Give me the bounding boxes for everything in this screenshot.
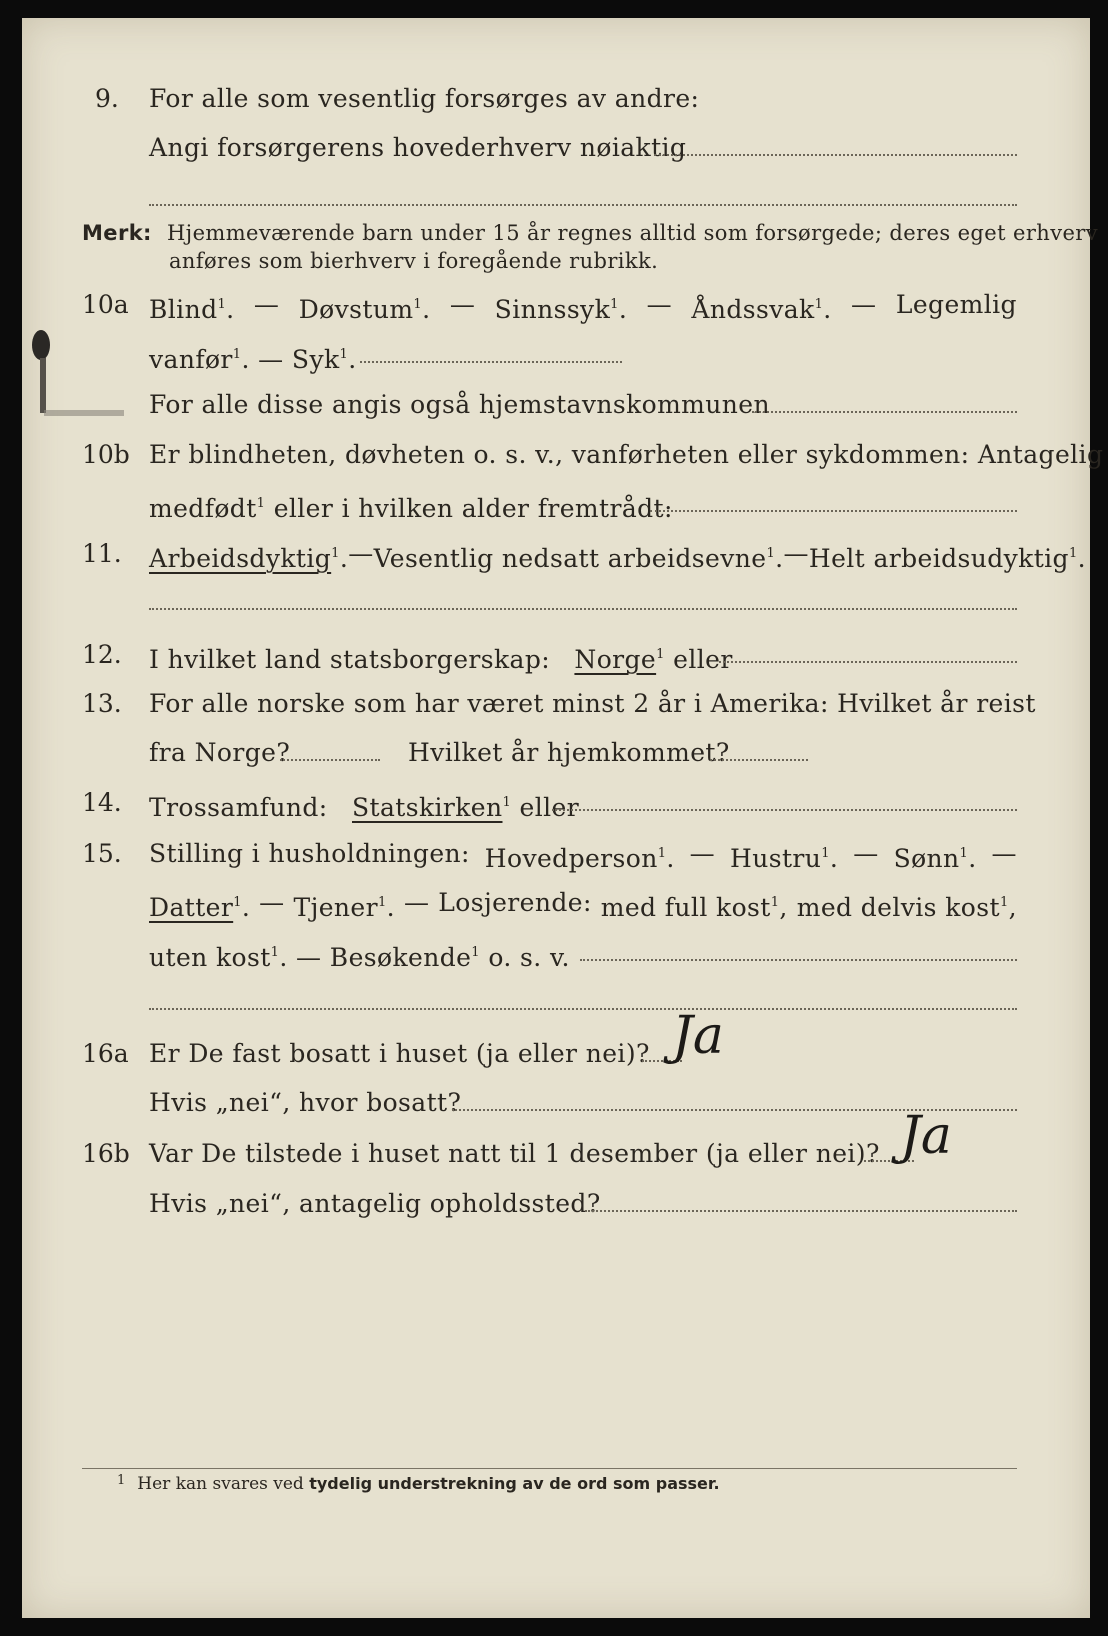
q15-prefix: Stilling i husholdningen: [149, 839, 470, 868]
q15-uten-kost[interactable]: uten kost [149, 943, 271, 972]
q14-eller: eller [519, 793, 580, 822]
q11-number: 11. [82, 539, 122, 568]
q12-eller: eller [673, 645, 733, 674]
footnote-ref: 1 [502, 795, 512, 810]
q10b-line1: Er blindheten, døvheten o. s. v., vanførheten eller sykdommen: Antagelig [149, 440, 1104, 469]
q10a-legemlig: Legemlig [895, 290, 1017, 319]
q9-line2: Angi forsørgerens hovederhverv nøiaktig [149, 133, 687, 162]
footnote-ref: 1 [959, 846, 969, 861]
q15-answer-line-2[interactable] [149, 1008, 1017, 1010]
q13-reist-line[interactable] [280, 759, 380, 761]
q14-line [149, 788, 579, 823]
footnote-ref: 1 [377, 895, 387, 910]
footnote [117, 1473, 720, 1494]
q10a-andssvak: Åndssvak [691, 295, 815, 324]
q15-tjener[interactable]: Tjener [293, 893, 378, 922]
footnote-ref: 1 [270, 945, 280, 960]
footnote-bold: tydelig understrekning av de ord som passer. [309, 1474, 720, 1493]
q10a-sinnssyk: Sinnssyk [494, 295, 611, 324]
q10a-answer-line[interactable] [360, 361, 622, 363]
merk-row [82, 218, 1098, 248]
footnote-ref: 1 [1068, 546, 1078, 561]
q13-line2a: fra Norge? [149, 738, 291, 767]
q15-losjerende: Losjerende: [438, 888, 592, 917]
q15-besokende[interactable]: Besøkende [329, 943, 472, 972]
q10a-blind: Blind [149, 295, 218, 324]
q10a-hjemstavn-line[interactable] [752, 411, 1017, 413]
merk-line2: anføres som bierhverv i foregående rubrikk. [169, 249, 659, 273]
q13-line1: For alle norske som har været minst 2 år i Amerika: Hvilket år reist [149, 689, 1036, 718]
footnote-ref: 1 [766, 546, 776, 561]
footnote-ref: 1 [331, 546, 340, 561]
q15-line2: Datter$^1$. — Tjener$^1$. — Losjerende: med full kost$^1$, med delvis kost$^1$, [149, 888, 1017, 922]
footnote-ref: 1 [339, 347, 349, 362]
q16b-opholdssted-line[interactable] [585, 1210, 1017, 1212]
footnote-ref: 1 [657, 846, 667, 861]
q12-line [149, 640, 733, 675]
q15-line3: uten kost$^1$. — Besøkende$^1$ o. s. v. [149, 943, 570, 972]
footnote-ref: 1 [256, 496, 266, 511]
q15-datter-selected[interactable]: Datter [149, 893, 234, 922]
ink-stroke [40, 358, 46, 413]
q16b-line2: Hvis „nei“, antagelig opholdssted? [149, 1189, 601, 1218]
q15-number: 15. [82, 839, 122, 868]
q15-hovedperson[interactable]: Hovedperson [484, 844, 658, 873]
q16b-handwritten-answer[interactable]: Ja [900, 1106, 952, 1166]
q10a-dovstum: Døvstum [298, 295, 414, 324]
footnote-ref: 1 [999, 895, 1009, 910]
q14-answer-line[interactable] [552, 809, 1017, 811]
q14-statskirken-selected[interactable]: Statskirken [352, 793, 503, 822]
footnote-divider [82, 1468, 1017, 1469]
merk-label: Merk: [82, 221, 152, 245]
q12-number: 12. [82, 640, 122, 669]
q15-hustru[interactable]: Hustru [730, 844, 822, 873]
q16a-line2: Hvis „nei“, hvor bosatt? [149, 1088, 462, 1117]
q10b-number: 10b [82, 440, 130, 469]
q15-delvis-kost[interactable]: med delvis kost [796, 893, 1000, 922]
q12-norge-selected[interactable]: Norge [574, 645, 657, 674]
q9-answer-line[interactable] [654, 154, 1017, 156]
q14-prefix: Trossamfund: [149, 793, 328, 822]
q11-answer-line[interactable] [149, 608, 1017, 610]
q10a-line3: For alle disse angis også hjemstavnskommunen [149, 390, 770, 419]
q16a-line1: Er De fast bosatt i huset (ja eller nei)? [149, 1039, 650, 1068]
footnote-ref: 1 [821, 846, 830, 861]
ink-blot [32, 330, 50, 360]
footnote-ref: 1 [610, 297, 619, 312]
q15-osv: o. s. v. [488, 943, 570, 972]
q10b-line2 [149, 489, 673, 524]
q11-line1: Arbeidsdyktig$^1$. — Vesentlig nedsatt arbeidsevne$^1$. — Helt arbeidsudyktig$^1$. [149, 539, 1086, 573]
footnote-ref: 1 [471, 945, 480, 960]
ink-smudge [44, 410, 124, 416]
q10b-line2-rest: eller i hvilken alder fremtrådt: [265, 494, 673, 523]
q15-sonn[interactable]: Sønn [893, 844, 960, 873]
q16a-number: 16a [82, 1039, 129, 1068]
merk-line1: Hjemmeværende barn under 15 år regnes alltid som forsørgede; deres eget erhverv [166, 221, 1099, 245]
footnote-ref: 1 [232, 347, 242, 362]
footnote-ref: 1 [770, 895, 780, 910]
q11-udyktig[interactable]: Helt arbeidsudyktig [808, 544, 1069, 573]
q15-line1: Stilling i husholdningen: Hovedperson$^1$. — Hustru$^1$. — Sønn$^1$. — [149, 839, 1017, 873]
q10a-number: 10a [82, 290, 129, 319]
q13-hjemkommet-line[interactable] [710, 759, 808, 761]
q10a-line2: vanfør$^1$. — Syk$^1$. [149, 345, 357, 374]
census-form-page [22, 18, 1104, 1618]
q10b-answer-line[interactable] [650, 510, 1017, 512]
q15-answer-line[interactable] [580, 959, 1017, 961]
q12-prefix: I hvilket land statsborgerskap: [149, 645, 551, 674]
q13-number: 13. [82, 689, 122, 718]
q15-full-kost[interactable]: med full kost [600, 893, 771, 922]
q14-number: 14. [82, 788, 122, 817]
footnote-ref: 1 [413, 297, 423, 312]
q10a-line1: Blind$^1$. — Døvstum$^1$. — Sinnssyk$^1$. — Åndssvak$^1$. — Legemlig [149, 290, 1017, 324]
q10a-vanfor: vanfør [149, 345, 233, 374]
q16b-number: 16b [82, 1139, 130, 1168]
q16a-handwritten-answer[interactable]: Ja [672, 1006, 724, 1066]
q10a-syk: Syk [291, 345, 340, 374]
q9-line1: For alle som vesentlig forsørges av andre: [149, 84, 700, 113]
q16b-line1: Var De tilstede i huset natt til 1 desember (ja eller nei)? [149, 1139, 880, 1168]
q12-answer-line[interactable] [719, 661, 1017, 663]
footnote-ref: 1 [814, 297, 824, 312]
q11-nedsatt[interactable]: Vesentlig nedsatt arbeidsevne [373, 544, 767, 573]
q11-arbeidsdyktig-selected[interactable]: Arbeidsdyktig [149, 544, 332, 573]
q9-answer-line-2[interactable] [149, 204, 1017, 206]
footnote-mark: 1 [117, 1473, 126, 1488]
footnote-ref: 1 [233, 895, 242, 910]
q13-line2b: Hvilket år hjemkommet? [408, 738, 730, 767]
q9-number: 9. [95, 84, 119, 113]
footnote-ref: 1 [656, 647, 665, 662]
footnote-ref: 1 [217, 297, 227, 312]
q10b-medfodt: medfødt [149, 494, 257, 523]
footnote-plain: Her kan svares ved [137, 1474, 304, 1494]
